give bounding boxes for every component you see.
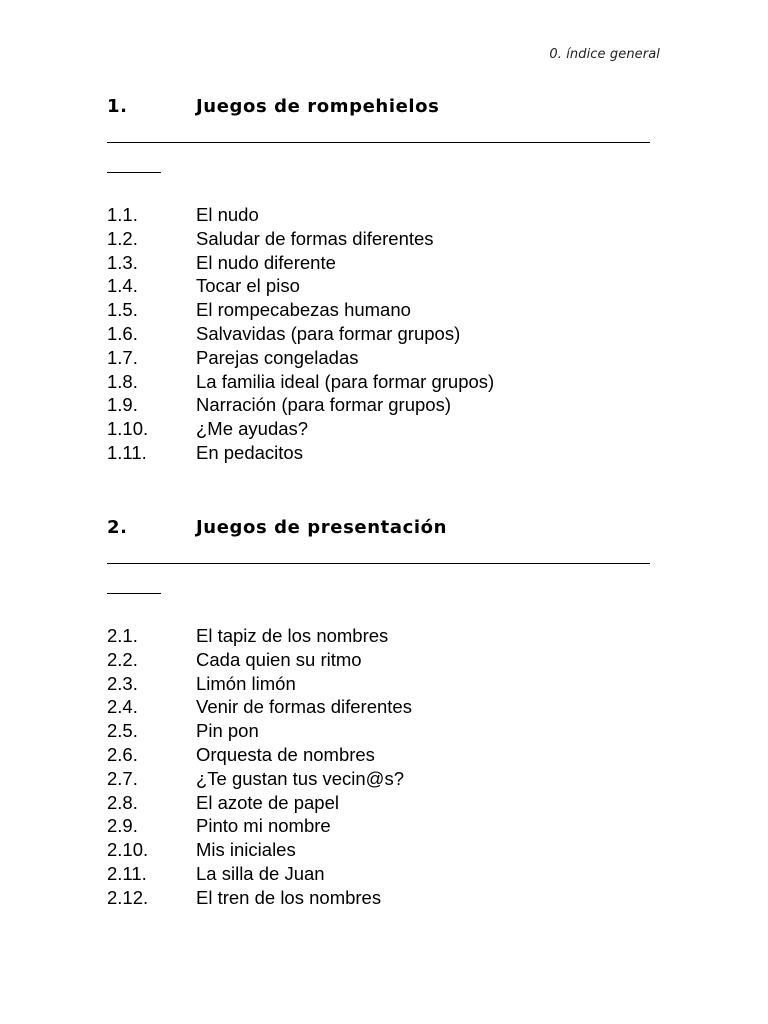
toc-entry xyxy=(107,441,652,465)
toc-entry-number: 2.6. xyxy=(107,743,138,765)
toc-entry-title: Orquesta de nombres xyxy=(196,743,375,765)
toc-entry xyxy=(107,719,652,743)
toc-entry-number: 1.3. xyxy=(107,251,138,273)
section-rule-continuation xyxy=(107,172,161,173)
section-rule xyxy=(107,563,650,564)
toc-entry xyxy=(107,227,652,251)
toc-entry-number: 1.5. xyxy=(107,299,138,321)
toc-entry xyxy=(107,791,652,815)
toc-entry xyxy=(107,417,652,441)
section-number: 2. xyxy=(107,517,128,538)
toc-entry-title: Narración (para formar grupos) xyxy=(196,394,451,416)
toc-entry-number: 1.2. xyxy=(107,227,138,249)
toc-entry-number: 2.3. xyxy=(107,672,138,694)
toc-entry-number: 1.1. xyxy=(107,204,138,225)
toc-list xyxy=(107,624,652,910)
toc-entry-number: 1.6. xyxy=(107,322,138,344)
toc-entry xyxy=(107,648,652,672)
toc-entry xyxy=(107,672,652,696)
toc-entry-title: ¿Me ayudas? xyxy=(196,418,309,440)
toc-entry xyxy=(107,251,652,275)
section-heading xyxy=(107,517,652,543)
toc-entry xyxy=(107,346,652,370)
toc-entry-title: La silla de Juan xyxy=(196,862,325,884)
toc-list xyxy=(107,203,652,465)
toc-entry-title: El azote de papel xyxy=(196,791,339,813)
toc-entry-title: El tren de los nombres xyxy=(196,886,382,908)
toc-entry-number: 1.7. xyxy=(107,346,138,368)
toc-entry-title: Mis iniciales xyxy=(196,839,296,861)
toc-entry xyxy=(107,274,652,298)
toc-entry-title: La familia ideal (para formar grupos) xyxy=(196,370,495,392)
toc-entry-title: El tapiz de los nombres xyxy=(196,625,389,646)
toc-entry-number: 1.11. xyxy=(107,441,147,463)
toc-entry xyxy=(107,862,652,886)
toc-entry-number: 2.12. xyxy=(107,886,149,908)
toc-entry-number: 1.9. xyxy=(107,394,138,416)
toc-entry-number: 2.5. xyxy=(107,720,138,742)
toc-entry xyxy=(107,767,652,791)
toc-entry-title: El rompecabezas humano xyxy=(196,299,411,321)
toc-entry-number: 1.8. xyxy=(107,370,138,392)
toc-entry xyxy=(107,624,652,648)
section-presentacion xyxy=(107,517,652,910)
toc-entry-number: 2.7. xyxy=(107,767,138,789)
toc-entry-title: El nudo xyxy=(196,204,259,225)
toc-entry-title: Pin pon xyxy=(196,720,259,742)
toc-entry-number: 1.10. xyxy=(107,418,149,440)
section-rompehielos xyxy=(107,96,652,465)
toc-entry xyxy=(107,393,652,417)
toc-entry-number: 2.9. xyxy=(107,815,138,837)
section-rule xyxy=(107,142,650,143)
toc-entry xyxy=(107,838,652,862)
toc-entry-number: 2.2. xyxy=(107,648,138,670)
toc-entry xyxy=(107,814,652,838)
toc-entry-number: 1.4. xyxy=(107,275,138,297)
toc-entry-number: 2.11. xyxy=(107,862,147,884)
section-heading xyxy=(107,96,652,122)
toc-entry-title: Cada quien su ritmo xyxy=(196,648,362,670)
section-rule-continuation xyxy=(107,593,161,594)
toc-entry xyxy=(107,322,652,346)
toc-entry-number: 2.1. xyxy=(107,625,138,646)
toc-entry-title: Saludar de formas diferentes xyxy=(196,227,434,249)
toc-entry-number: 2.4. xyxy=(107,696,138,718)
toc-entry xyxy=(107,370,652,394)
toc-entry-title: Parejas congeladas xyxy=(196,346,359,368)
toc-entry-title: Limón limón xyxy=(196,672,296,694)
toc-entry xyxy=(107,695,652,719)
toc-entry-number: 2.8. xyxy=(107,791,138,813)
toc-entry-number: 2.10. xyxy=(107,839,149,861)
toc-entry xyxy=(107,298,652,322)
toc-entry-title: El nudo diferente xyxy=(196,251,336,273)
toc-entry-title: ¿Te gustan tus vecin@s? xyxy=(196,767,404,789)
toc-entry-title: Pinto mi nombre xyxy=(196,815,331,837)
toc-entry xyxy=(107,743,652,767)
section-number: 1. xyxy=(107,96,128,117)
toc-entry-title: En pedacitos xyxy=(196,441,303,463)
section-title: Juegos de presentación xyxy=(196,517,447,538)
toc-entry xyxy=(107,886,652,910)
running-header: 0. índice general xyxy=(549,47,660,62)
toc-entry-title: Tocar el piso xyxy=(196,275,300,297)
toc-entry xyxy=(107,203,652,227)
section-title: Juegos de rompehielos xyxy=(196,96,440,117)
toc-entry-title: Salvavidas (para formar grupos) xyxy=(196,322,461,344)
toc-entry-title: Venir de formas diferentes xyxy=(196,696,412,718)
